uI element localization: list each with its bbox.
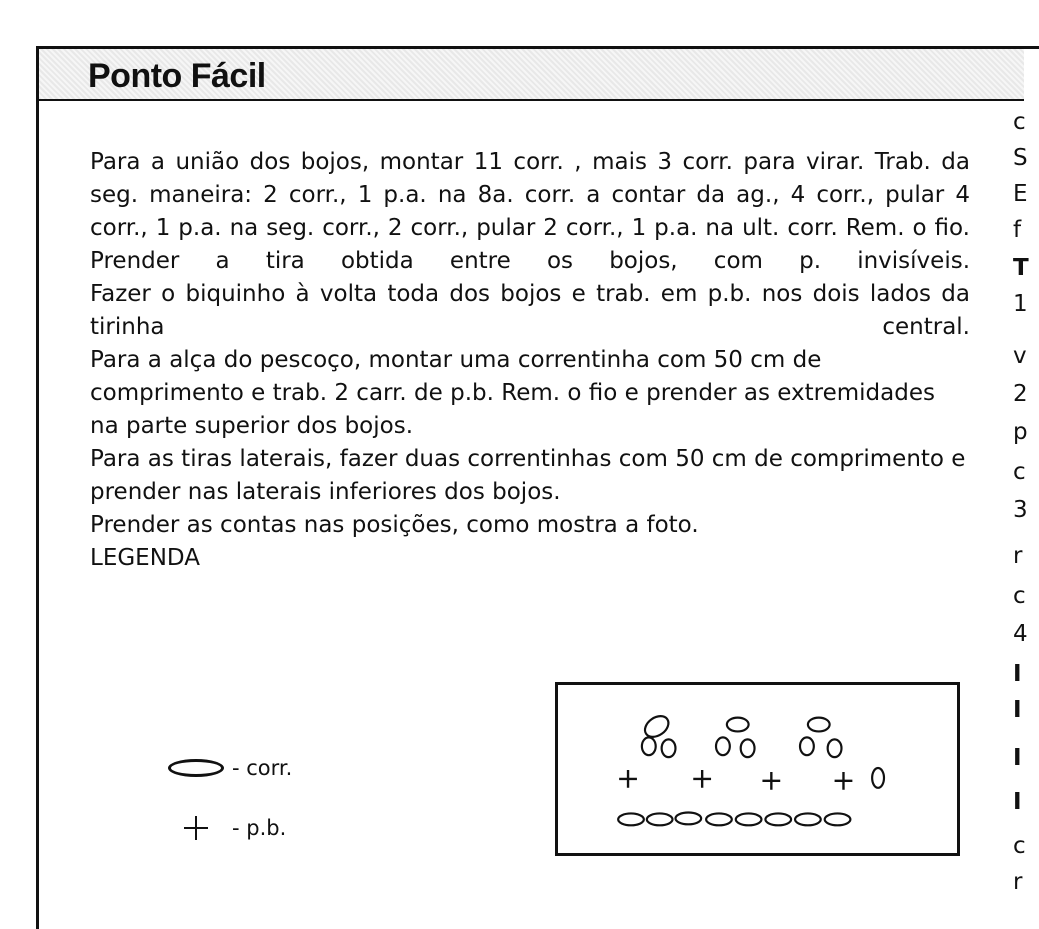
diagram-loop [828,739,842,757]
stitch-diagram-drawing [558,685,957,853]
clipped-char: c [1013,833,1026,859]
diagram-oval [795,813,821,825]
clipped-char: 1 [1013,291,1028,317]
diagram-oval [618,813,644,825]
paragraph-edging: Fazer o biquinho à volta toda dos bojos e trab. em p.b. nos dois lados da tirinha central. [90,281,970,340]
clipped-char: I [1013,745,1022,771]
clipped-char: S [1013,145,1028,171]
paragraph-joining: Para a união dos bojos, montar 11 corr. , mais 3 corr. para virar. Trab. da seg. maneira: 2 corr., 1 p.a. na 8a. corr. a contar da ag., 4 corr., pular 4 corr., 1 p.a. na seg. corr., 2 corr., pular 2 corr., 1 p.a. na ult. corr. Rem. o fio. Prender a tira obtida entre os bojos, com p. invisíveis. [90,149,970,274]
clipped-char: T [1013,255,1029,281]
plus-stitch-icon [160,816,232,840]
clipped-char: r [1013,869,1023,895]
diagram-loop [727,718,749,732]
diagram-oval [825,813,851,825]
legend-item-corr [160,756,292,780]
diagram-plus [835,772,853,790]
clipped-char: E [1013,181,1028,207]
diagram-loop [716,737,730,755]
diagram-plus [762,772,780,790]
diagram-loop [808,718,830,732]
diagram-oval [736,813,762,825]
diagram-loop [800,737,814,755]
clipped-char: c [1013,459,1026,485]
diagram-loop [642,737,656,755]
legend-label-pb: - p.b. [232,816,287,840]
clipped-char: I [1013,789,1022,815]
legend-heading: LEGENDA [90,545,200,571]
diagram-oval [706,813,732,825]
clipped-char: v [1013,343,1027,369]
legend-item-pb [160,816,286,840]
clipped-char: 2 [1013,381,1028,407]
clipped-char: c [1013,109,1026,135]
diagram-loop [641,712,672,741]
diagram-zero [872,768,884,788]
diagram-plus [619,770,637,788]
paragraph-neck-strap: Para a alça do pescoço, montar uma correntinha com 50 cm de comprimento e trab. 2 carr. de p.b. Rem. o fio e prender as extremidades na parte superior dos bojos. [90,347,935,439]
clipped-char: I [1013,697,1022,723]
diagram-oval [765,813,791,825]
diagram-oval [675,812,701,824]
legend-label-corr: - corr. [232,756,293,780]
instructions-text [90,146,970,575]
clipped-char: 4 [1013,621,1028,647]
section-title: Ponto Fácil [88,57,266,95]
clipped-char: c [1013,583,1026,609]
diagram-loop [741,739,755,757]
clipped-char: I [1013,661,1022,687]
paragraph-beads: Prender as contas nas posições, como mostra a foto. [90,512,699,538]
clipped-char: r [1013,543,1023,569]
diagram-loop [662,739,676,757]
diagram-oval [647,813,673,825]
oval-chain-icon [160,759,232,777]
diagram-plus [693,770,711,788]
clipped-char: 3 [1013,497,1028,523]
paragraph-side-straps: Para as tiras laterais, fazer duas correntinhas com 50 cm de comprimento e prender nas laterais inferiores dos bojos. [90,446,966,505]
stitch-diagram [555,682,960,856]
clipped-char: f [1013,217,1022,243]
clipped-char: p [1013,419,1028,445]
